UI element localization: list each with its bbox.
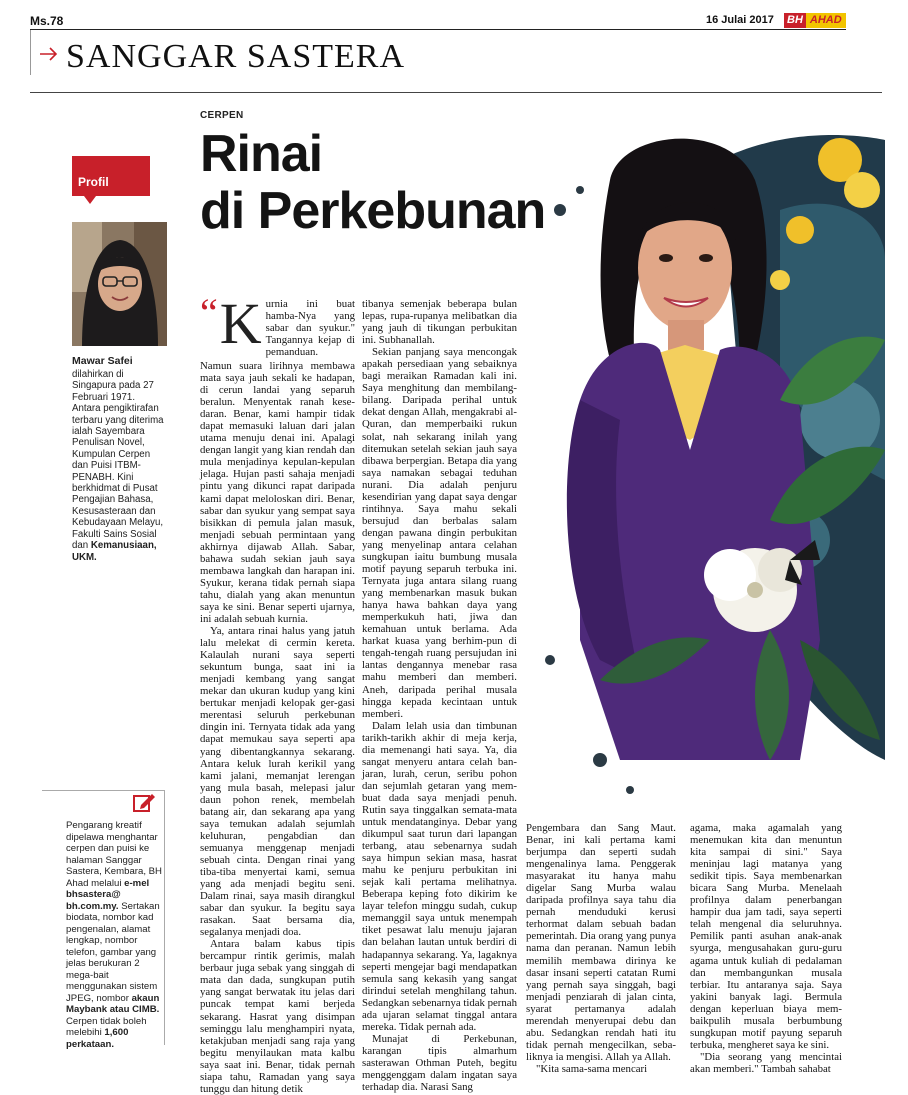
submission-limit: 1,600 perkataan. [66, 1027, 129, 1050]
submission-text-2: Sertakan biodata, nombor kad pengenalan, alamat lengkap, nombor telefon, gambar yang jelas berukuran 2 mega-bait menggunakan sistem JPEG, nombor [66, 900, 160, 1004]
submission-text-3: Cerpen tidak boleh melebihi [66, 1015, 147, 1038]
issue-date: 16 Julai 2017 [706, 14, 774, 26]
col1-paragraph-3: Antara balam kabus tipis bercampur rintik gerimis, malah berbaur juga sebak yang singgah di mata dan dada, sungkupan putih yang sangat berwatak itu jelas dari puncak tempat kami berjeda sekarang. Hasrat yang disimpan seminggu lalu menghampiri nyata, ketakjuban menjadi sang raja yang begitu menyilaukan mata kalbu saya saat ini. Benar, tidak pernah siapa tahu, Ramadan yang saya tunggu dan hitung detik [200, 938, 355, 1095]
profile-bio-bold: Kemanusiaan, UKM. [72, 540, 157, 563]
col3-paragraph-2: "Kita sama-sama mencari [536, 1062, 648, 1075]
col3-paragraph-1: Pengembara dan Sang Maut. Benar, ini kali pertama kami berjumpa dan seperti sudah mengenalinya lama. Penggerak masyarakat itu hanya mahu digelar Sang Murba walau daripada profilnya saya tahu dia pernah menduduki kerusi terhormat dalam sebuah badan pemerintah. Dia orang yang punya nama dan peranan. Namun lebih memilih membawa dirinya ke dasar insani seperti catatan Rumi yang pernah saya singgah, bagi menjadi penziarah di jalan cinta, syarat pertamanya adalah merendah menyerupai debu dan abu. Sedangkan rendah hati itu tidak pernah mengecilkan, seba-liknya ia mengisi. Allah ya Allah. [526, 822, 676, 1063]
submission-text [66, 820, 164, 1050]
submission-bank: akaun Maybank atau CIMB. [66, 992, 160, 1015]
article-column-3 [526, 822, 676, 1075]
article-title [200, 126, 545, 240]
header-rule-bottom [30, 92, 882, 93]
brand-ahad: AHAD [806, 13, 846, 28]
col2-paragraph-1: tibanya semenjak beberapa bulan lepas, rupa-rupanya melibatkan dia yang jauh di tikungan perbukitan ini. Subhanallah. [362, 298, 517, 347]
page-number: Ms.78 [30, 14, 64, 28]
col1-paragraph-1: Namun suara lirihnya membawa mata saya jauh sekali ke hadapan, di cerun landai yang separuh beralun. Menyentak ranah kese-daran. Benar, kami hampir tidak dapat memasuki laluan dari jalan utama menuju denai ini. Apalagi dengan langit yang kian rendah dan mula menjadinya kepulan-kepulan jelaga. Hujan pasti sahaja menjadi pintu yang dikunci rapat daripada kami dapat meloloskan diri. Benar, sabar dan syukur yang sempat saya bisikkan di pemula jalan masuk, menjadi sebuah permintaan yang akhirnya dijawab Allah. Sabar, bahawa sudah sekian jauh saya membawa langkah dan harapan ini. Syukur, kerana tidak pernah siapa tahu, dialah yang akan menuntun saya ke sini. Benar seperti ujarnya, ini adalah sebuah kurnia. [200, 360, 355, 625]
col1-paragraph-2: Ya, antara rinai halus yang jatuh lalu melekat di cermin kereta. Kalaulah nurani saya seperti sekuntum bunga, saat ini ia menjadi kembang yang sangat mekar dan ukuran kudup yang kini bertukar menjadi kelopak ger-gasi merentasi seluruh perkebunan dingin ini. Ternyata tidak ada yang dapat memukau saya seperti apa yang dibentangkannya sekarang. Antara keluk lurah kerikil yang kami jalani, memanjat lerengan yang mula basah, melepasi jalur daun pohon renek, membelah batang air, dan sekarang apa yang saya temukan adalah sejumlah keluhuran, pengabdian dan semuanya menggenap menjadi sebuah cinta. Dengan rinai yang tiba-tiba menyertai kami, semua yang ada menjadi begitu seni. Dalam rinai, saya masih dirangkul sabar dan syukur. Ia begitu saya rasakan. Saat bersama dia, segalanya menjadi doa. [200, 625, 355, 939]
header-vertical-rule [30, 30, 31, 75]
arrow-icon [38, 44, 60, 64]
article-column-2 [362, 298, 517, 1094]
profile-tab-label: Profil [78, 175, 109, 189]
profile-bio [72, 369, 164, 563]
profile-bio-text: dilahirkan di Singapura pada 27 Februari 1971. Antara pengiktirafan terbaru yang diterima ialah Sayembara Penulisan Novel, Kumpulan Cerpen dan Puisi ITBM-PENABH. Kini berkhidmat di Pusat Pengajian Bahasa, Kesusasteraan dan Kebudayaan Melayu, Fakulti Sains Sosial dan [72, 369, 164, 552]
col4-paragraph-1: agama, maka agamalah yang menemukan kita dan menuntun kita sampai di sini." Saya meninjau lagi matanya yang sedikit tipis. Saya membenarkan bicara Sang Murba. Menelaah profilnya dalam penerbangan hampir dua jam tadi, saya seperti telah mengenal dia seluruhnya. Pemilik panti asuhan anak-anak syurga, mengusahakan guru-guru agama untuk kuliah di pedalaman dan membangunkan musala terbiar. Itu antaranya saja. Saya yakini banyak lagi. Bermula dengan keperluan biaya mem-baikpulih musala berbumbung sungkupan motif payung separuh terbuka, mengheret saya ke sini. [690, 822, 842, 1051]
col1-intro-text: urnia ini buat hamba-Nya yang sabar dan syukur." Tangannya kejap di pemanduan. [265, 298, 355, 359]
brand-logo [784, 13, 846, 28]
profile-name: Mawar Safei [72, 355, 133, 367]
col2-paragraph-2: Sekian panjang saya mencongak apakah persediaan yang sebaiknya bagi meraikan Ramadan kali ini. Saya menghitung dan membilang-bilang. Daripada perihal untuk dekat dengan Allah, mengakrabi al-Quran, dan memperbaiki rukun solat, nah sekarang inilah yang ditemukan setelah sekian jauh saya dibawa berpergian. Betapa dia yang saya namakan sebagai teduhan nurani. Dia adalah penjuru kesendirian yang dapat saya dengar rintihnya. Saya mahu sekali bersujud dan berbalas salam dengan pawana dingin perbukitan yang menyelinap antara celahan sungkupan iaitu bumbung musala motif payung separuh terbuka ini. Ternyata juga antara silang ruang yang membenarkan masuk bukan hanya hawa bahkan daya yang memperkukuh hati, jiwa dan kemahuan untuk berlama. Ada harkat kuasa yang berhim-pun di tengah-tengah ruang persujudan ini lantas dengannya menebar rasa mahu memberi dan memberi. Aneh, daripada perihal musala hingga kepada kecintaan untuk memberi. [362, 346, 517, 720]
author-photo [72, 222, 167, 346]
article-kicker: CERPEN [200, 110, 244, 121]
section-title: SANGGAR SASTERA [66, 38, 405, 75]
submission-email: e-mel bhsastera@ bh.com.my. [66, 877, 150, 912]
edit-icon [132, 792, 156, 814]
submission-text-1: Pengarang kreatif dipelawa menghantar cerpen dan puisi ke halaman Sanggar Sastera, Kembara, BH Ahad melalui [66, 820, 162, 889]
story-illustration [540, 120, 885, 820]
brand-bh: BH [784, 13, 806, 28]
header-rule-top [30, 29, 846, 30]
open-quote-mark: “ [200, 290, 218, 335]
col2-paragraph-4: Munajat di Perkebunan, karangan tipis almarhum sasterawan Othman Puteh, begitu menggenggam dalam ingatan saya terhadap dia. Narasi Sang [362, 1032, 517, 1094]
profile-tab [72, 156, 150, 208]
dropcap-letter: K [219, 291, 262, 356]
col2-paragraph-3: Dalam lelah usia dan timbunan tarikh-tarikh akhir di meja kerja, dia memenangi hati saya. Ya, dia sangat menyeru antara celah ban-jaran, lurah, cerun, seribu pohon dan sejumlah getaran yang mem-buat dada saya menjadi penuh. Rutin saya tinggalkan semata-mata untuk mendatanginya. Debar yang dikumpul saat turun dari lapangan terbang, atau sebenarnya sudah saya himpun sekian masa, hasrat mahu ke penjuru perbukitan ini sejak kali pertama melihatnya. Beberapa keping foto dikirim ke layar telefon minggu sudah, cukup memanggil saya untuk menempah tiket pesawat lalu menuju jajaran dan belahan lautan untuk berdiri di hadapannya sekarang. Ya, lagaknya seperti mengejar bagi mendapatkan semula sang kekasih yang sangat dirindui setelah menghilang tahun. Sedangkan sebenarnya tidak pernah ada ujaran selamat tinggal antara mereka. Tidak pernah ada. [362, 719, 517, 1033]
intro-paragraph [200, 290, 355, 360]
title-line-2: di Perkebunan [200, 182, 546, 240]
col4-paragraph-2: "Dia seorang yang mencintai akan memberi." Tambah sahabat [690, 1050, 842, 1075]
article-column-4 [690, 822, 842, 1075]
title-line-1: Rinai [200, 125, 323, 183]
article-column-1 [200, 290, 355, 1095]
